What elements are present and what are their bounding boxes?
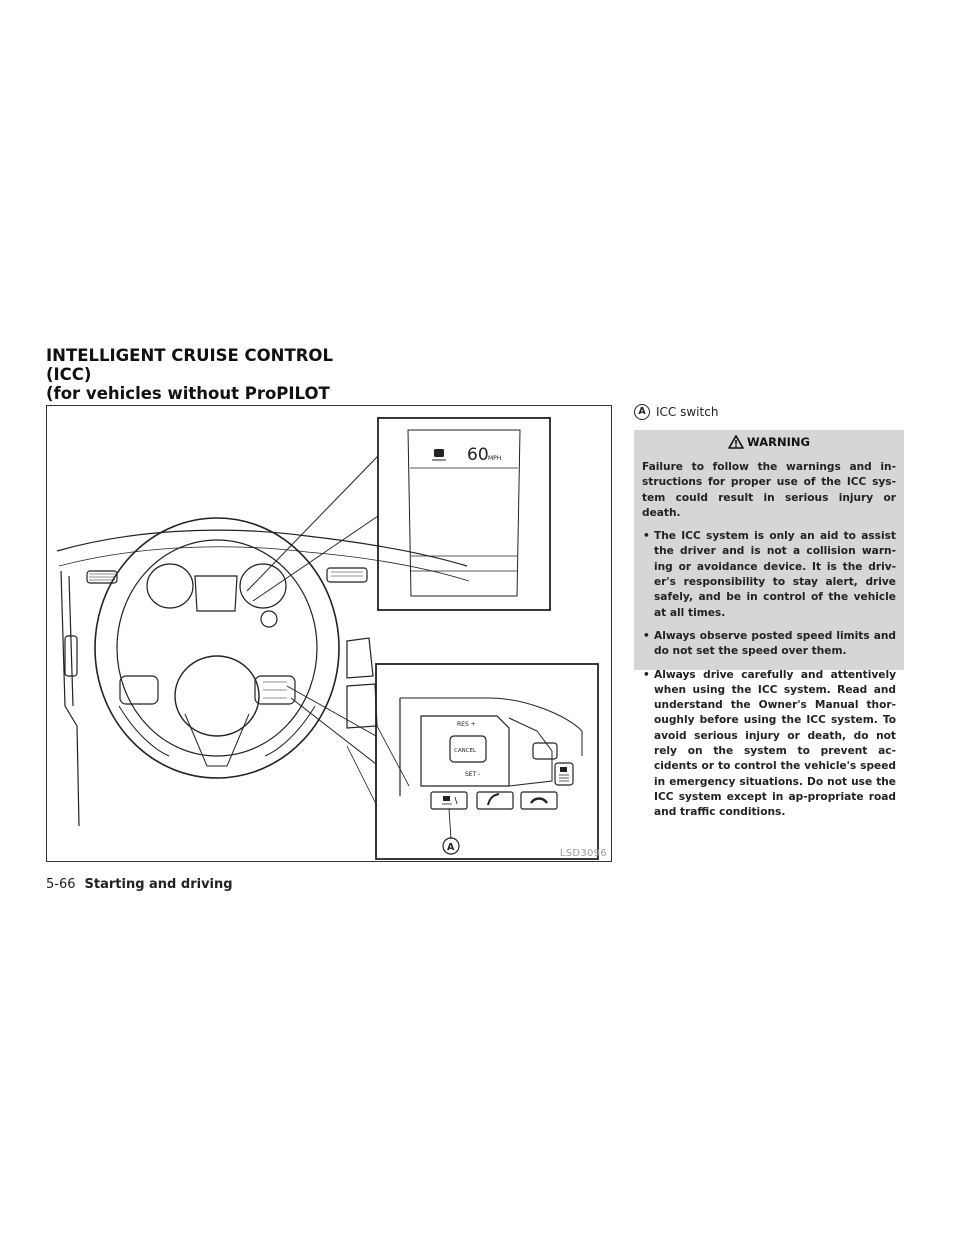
phone-answer-icon	[488, 794, 499, 805]
section-title-line-2: (for vehicles without ProPILOT	[46, 384, 330, 403]
page-footer	[46, 877, 233, 892]
page-number: 5-66	[46, 877, 76, 892]
warning-triangle-icon	[728, 435, 744, 449]
warning-bullet-2: • Always observe posted speed limits and do not set the speed over them.	[642, 629, 896, 660]
meter-inset	[378, 418, 550, 610]
warning-intro: Failure to follow the warnings and in-structions for proper use of the ICC sys-tem could result in serious injury or death.	[642, 461, 896, 519]
center-vent	[327, 568, 367, 582]
chapter-title: Starting and driving	[84, 877, 233, 892]
callout-text: ICC switch	[656, 405, 719, 419]
icc-switch-icon	[442, 796, 457, 804]
distance-button-icon	[555, 763, 573, 785]
warning-box	[634, 430, 904, 819]
warning-bullet-3: • Always drive carefully and attentively when using the ICC system. Read and understand the Owner's Manual thor-oughly before using the ICC system. To avoid serious injury or death, do not rely on the system to prevent ac-cidents or to control the vehicle's speed in emergency situations. Do not use the ICC system except in ap-propriate road and traffic conditions.	[642, 668, 896, 821]
section-title-line-1: INTELLIGENT CRUISE CONTROL (ICC)	[46, 346, 333, 384]
warning-bullet-1: • The ICC system is only an aid to assist the driver and is not a collision warn-ing or avoidance device. It is the driv-er's responsibility to stay alert, drive safely, and be in control of the vehicle at all times.	[642, 529, 896, 621]
left-spoke-switch	[120, 676, 158, 704]
callout-badge: A	[634, 404, 650, 420]
phone-hangup-icon	[531, 799, 547, 804]
switch-inset	[376, 664, 598, 859]
steering-wheel-rim	[95, 518, 339, 778]
vehicle-distance-icon	[432, 449, 446, 460]
callout-legend	[634, 404, 718, 420]
speedometer	[240, 564, 286, 608]
speed-unit-readout: MPH	[488, 455, 502, 462]
figure-code: LSD3096	[559, 848, 607, 859]
warning-heading: WARNING	[747, 434, 810, 449]
callout-a-letter: A	[447, 842, 455, 853]
set-speed-readout: 60	[467, 445, 489, 465]
warning-list	[642, 529, 896, 820]
warning-body	[634, 453, 904, 821]
steering-wheel-illustration	[46, 405, 612, 862]
cancel-label: CANCEL	[454, 748, 477, 754]
steering-hub	[175, 656, 259, 736]
res-label: RES +	[457, 721, 476, 728]
set-label: SET -	[465, 771, 481, 778]
tachometer	[147, 564, 193, 608]
warning-header	[634, 430, 904, 453]
cluster-display	[195, 576, 237, 611]
icc-diagram	[47, 406, 613, 863]
